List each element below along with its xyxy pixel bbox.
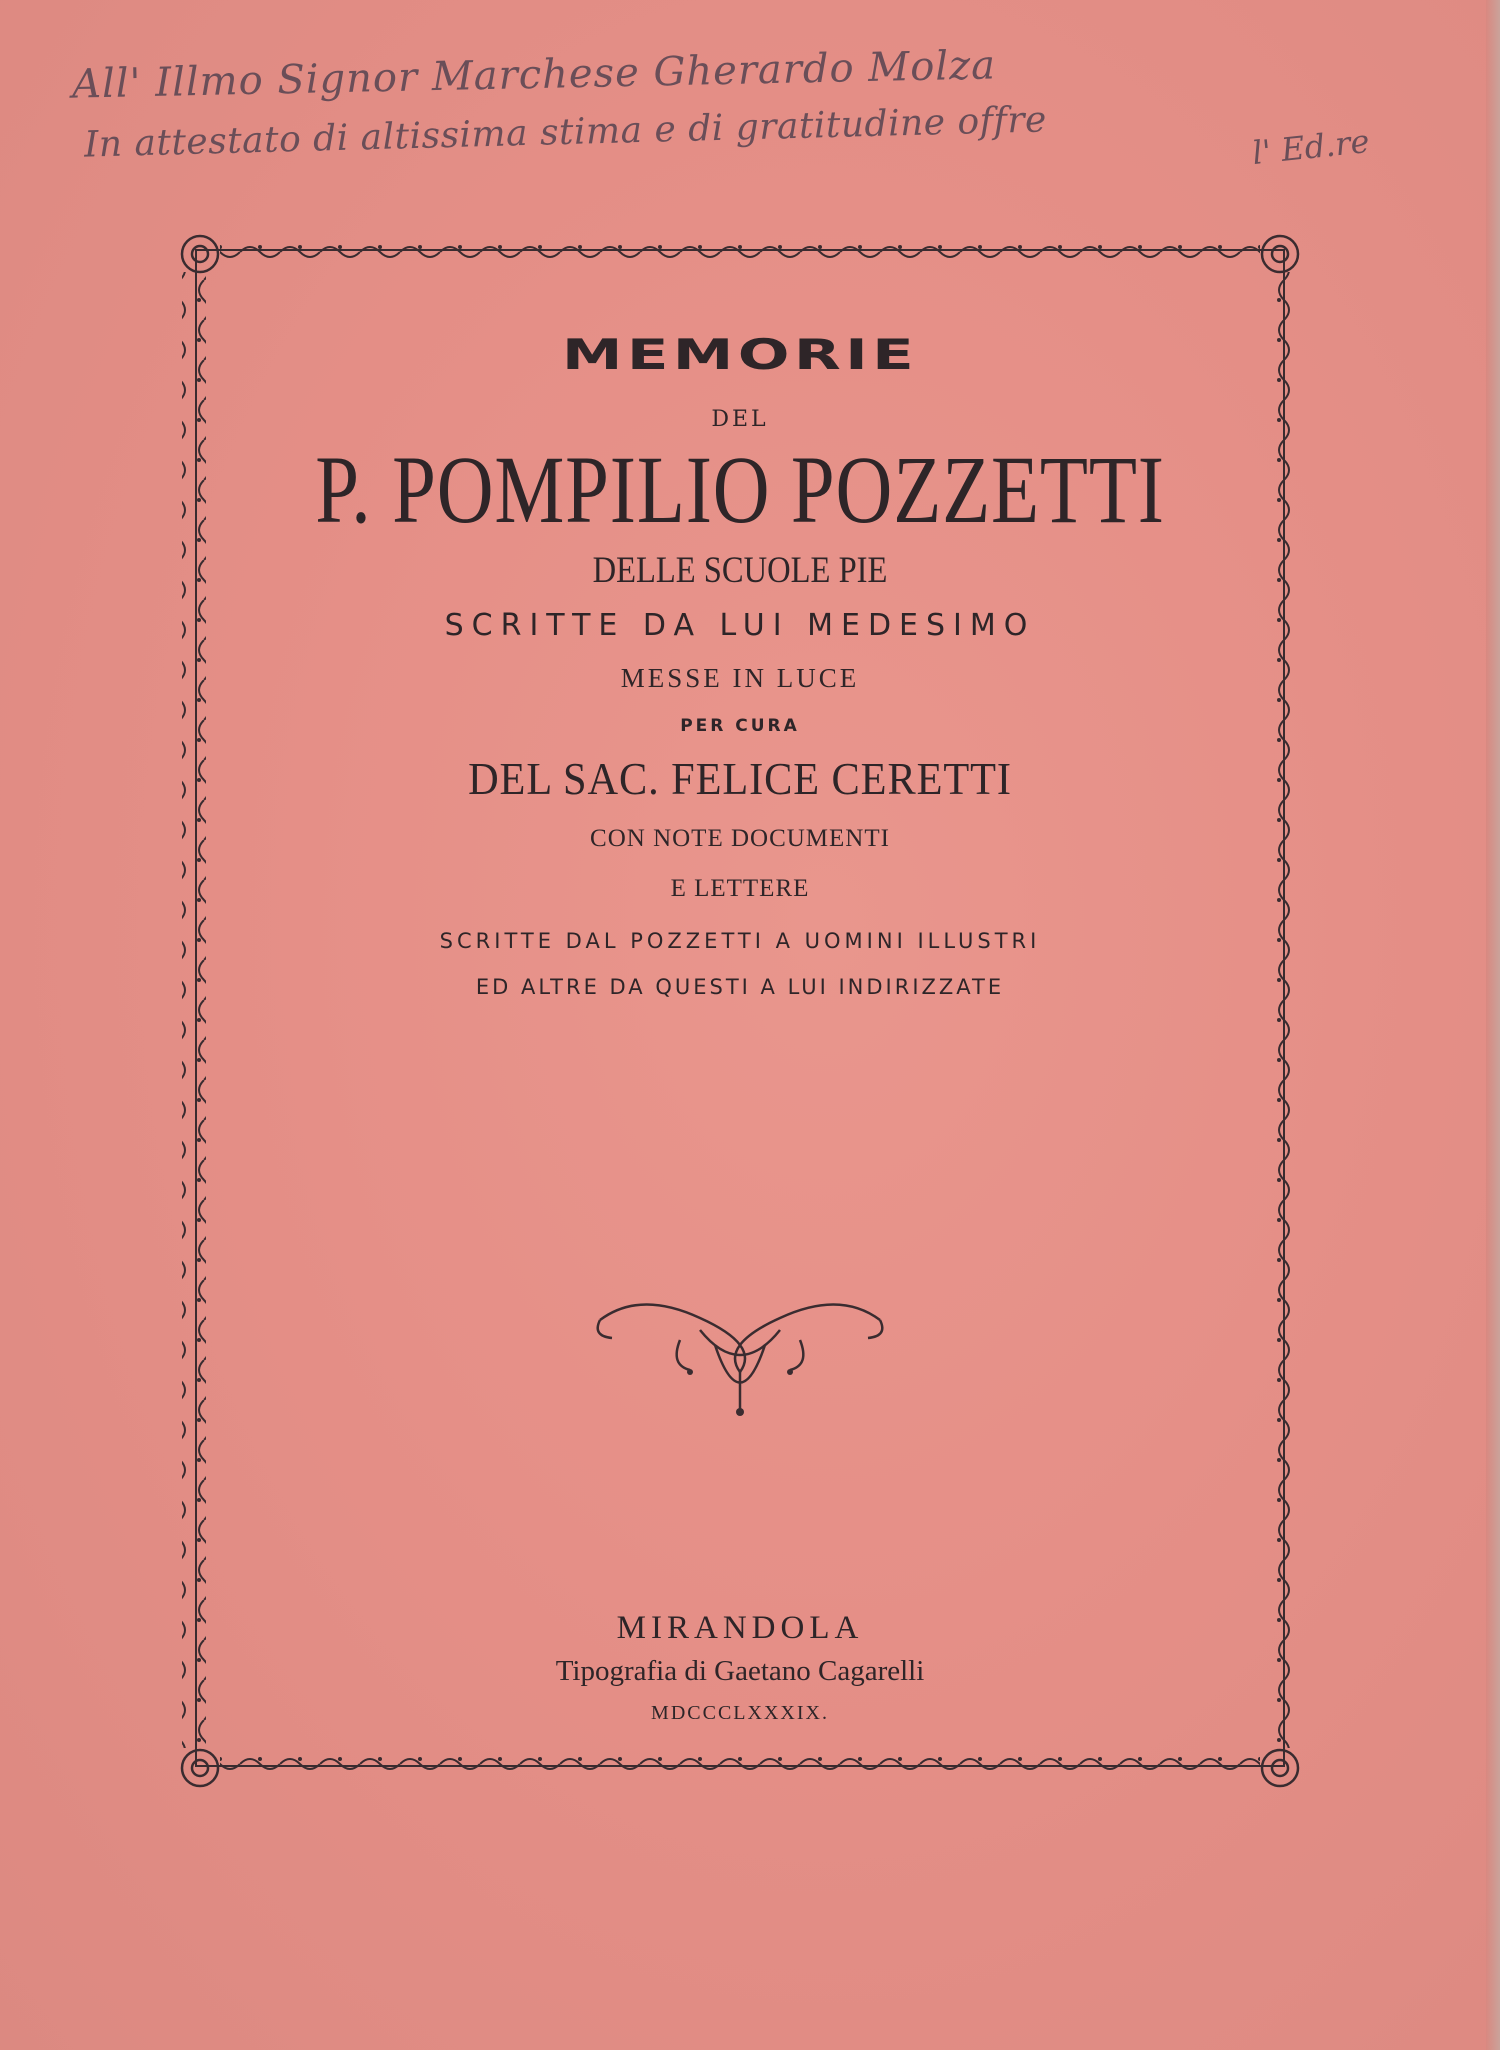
subtitle-scritte-dal: SCRITTE DAL POZZETTI A UOMINI ILLUSTRI (439, 928, 1041, 953)
subtitle-scritte: SCRITTE DA LUI MEDESIMO (444, 607, 1036, 643)
imprint-printer: Tipografia di Gaetano Cagarelli (555, 1655, 925, 1687)
subtitle-messe-in-luce: MESSE IN LUCE (620, 662, 860, 693)
editor-name: DEL SAC. FELICE CERETTI (468, 752, 1012, 804)
handwritten-dedication-line1: All' Illmo Signor Marchese Gherardo Molza (71, 42, 997, 108)
imprint (200, 1610, 1280, 1725)
title-del: DEL (711, 407, 769, 432)
subtitle-scuole-pie: DELLE SCUOLE PIE (592, 549, 888, 591)
imprint-year: MDCCCLXXXIX. (651, 1702, 829, 1724)
title-memorie: MEMORIE (561, 330, 919, 379)
imprint-city: MIRANDOLA (616, 1610, 864, 1646)
flourish-ornament (598, 1304, 883, 1410)
subtitle-per-cura: PER CURA (680, 715, 800, 736)
border-top-band (220, 236, 1260, 260)
author-name: P. POMPILIO POZZETTI (315, 436, 1165, 543)
subtitle-ed-altre: ED ALTRE DA QUESTI A LUI INDIRIZZATE (475, 974, 1005, 999)
handwritten-dedication-line2: In attestato di altissima stima e di gratitudine offre (83, 99, 1048, 166)
handwritten-signature: l' Ed.re (1250, 121, 1372, 173)
subtitle-con-note: CON NOTE DOCUMENTI (590, 824, 890, 852)
title-page-text (200, 330, 1280, 999)
border-bottom-band (220, 1756, 1260, 1780)
subtitle-lettere: E LETTERE (670, 874, 810, 902)
